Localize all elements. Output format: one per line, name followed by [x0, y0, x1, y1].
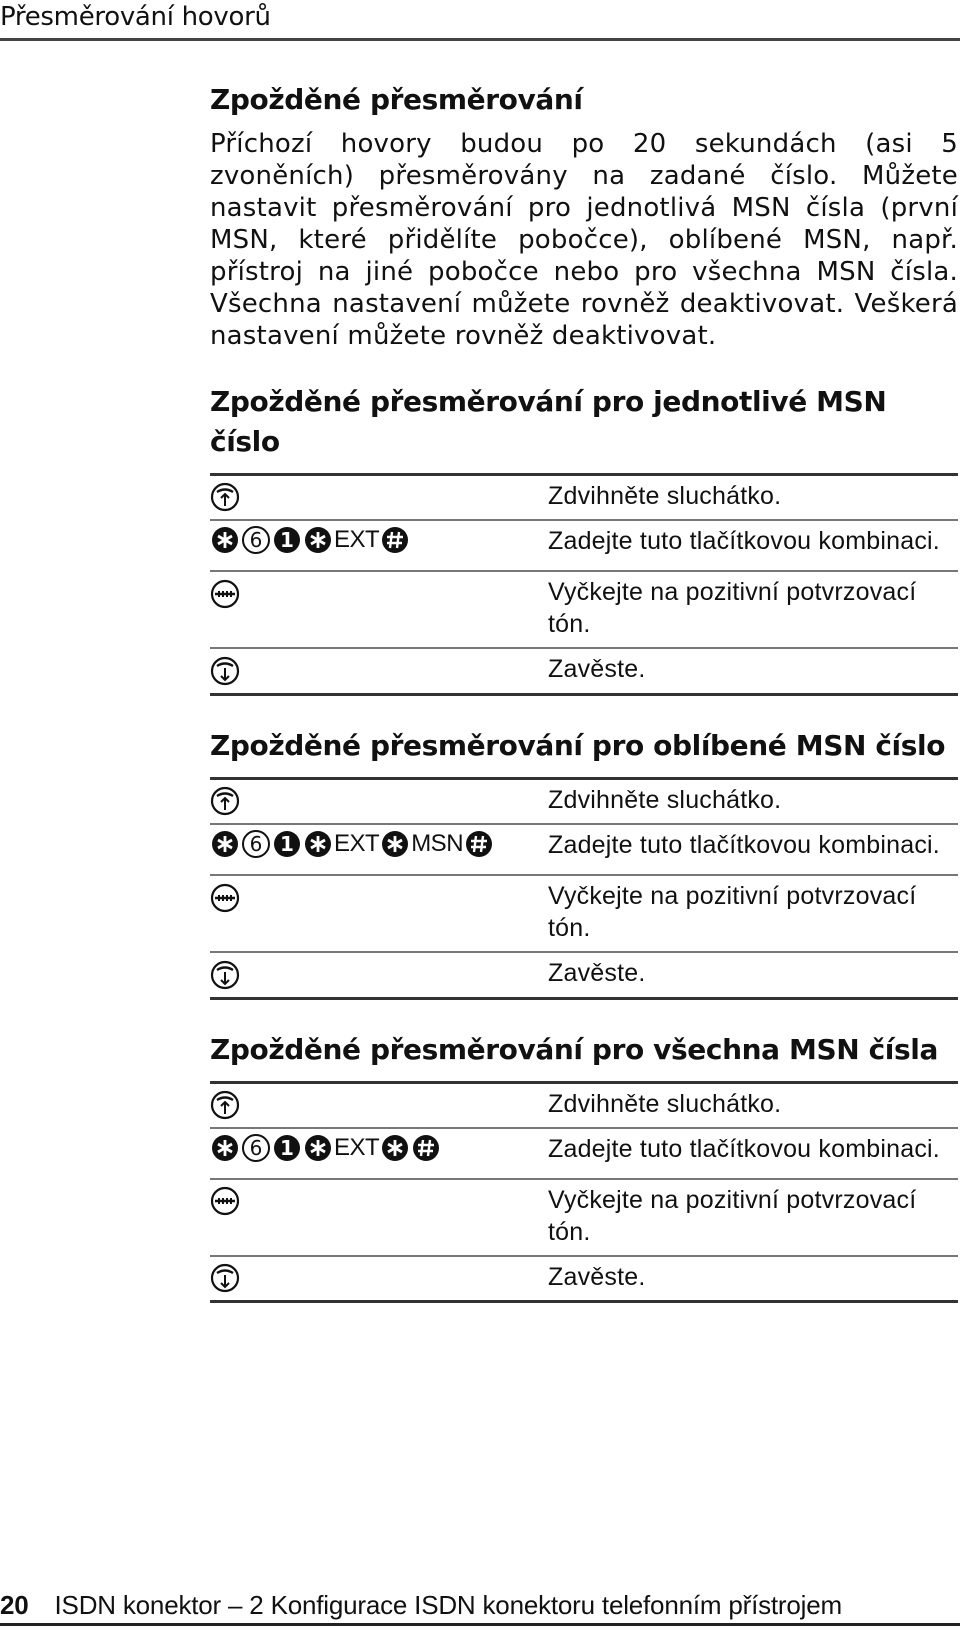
step-row: [210, 520, 958, 571]
step-row: [210, 952, 958, 998]
step-row: [210, 648, 958, 694]
step-description: Zavěste.: [548, 1262, 646, 1291]
intro-section: [210, 80, 958, 352]
step-description: Vyčkejte na pozitivní potvrzovací tón.: [548, 1185, 917, 1246]
step-row: [210, 1082, 958, 1128]
digit-6-key-icon: [241, 525, 271, 555]
step-description: Zavěste.: [548, 959, 646, 988]
section-individual-msn: [210, 382, 958, 696]
svg-text:6: 6: [249, 528, 263, 553]
running-head: Přesměrování hovorů: [0, 2, 271, 32]
star-key-icon: [210, 1133, 240, 1163]
page-content: [210, 80, 958, 1303]
digit-1-key-icon: [272, 829, 302, 859]
digit-6-key-icon: [241, 1133, 271, 1163]
star-key-icon: [210, 829, 240, 859]
section-heading: Zpožděné přesměrování pro všechna MSN čísla: [210, 1032, 938, 1066]
star-key-icon: [380, 829, 410, 859]
section-heading: Zpožděné přesměrování pro oblíbené MSN číslo: [210, 728, 946, 762]
step-row: [210, 1256, 958, 1302]
confirmation-tone-icon: [210, 883, 240, 913]
digit-1-key-icon: [272, 1133, 302, 1163]
steps-table: [210, 1081, 958, 1304]
step-row: [210, 1179, 958, 1256]
step-key: [210, 778, 548, 824]
hash-key-icon: [464, 829, 494, 859]
page-number: 20: [0, 1590, 29, 1620]
step-key: [210, 1179, 548, 1256]
step-key: [210, 1256, 548, 1302]
section-all-msn: [210, 1030, 958, 1304]
step-description: Vyčkejte na pozitivní potvrzovací tón.: [548, 578, 917, 639]
ext-label: EXT: [334, 526, 380, 554]
step-description: Zadejte tuto tlačítkovou kombinaci.: [548, 1134, 940, 1163]
confirmation-tone-icon: [210, 579, 240, 609]
section-favorite-msn: [210, 726, 958, 1000]
step-key: [210, 952, 548, 998]
steps-table: [210, 777, 958, 1000]
svg-text:6: 6: [249, 1135, 263, 1160]
svg-text:6: 6: [249, 832, 263, 857]
confirmation-tone-icon: [210, 1186, 240, 1216]
key-sequence: [210, 1133, 441, 1163]
step-row: [210, 475, 958, 521]
step-description: Vyčkejte na pozitivní potvrzovací tón.: [548, 882, 917, 943]
step-row: [210, 824, 958, 875]
digit-1-key-icon: [272, 525, 302, 555]
ext-label: EXT: [334, 830, 380, 858]
hash-key-icon: [411, 1133, 441, 1163]
section-heading: Zpožděné přesměrování: [210, 83, 583, 116]
step-key: [210, 475, 548, 521]
star-key-icon: [210, 525, 240, 555]
section-heading: Zpožděné přesměrování pro jednotlivé MSN číslo: [210, 385, 887, 458]
star-key-icon: [303, 525, 333, 555]
intro-paragraph: Příchozí hovory budou po 20 sekundách (asi 5 zvoněních) přesměrovány na zadané číslo. Můžete nastavit přesměrování pro jednotlivá MSN čísla (první MSN, které přidělíte pobočce), oblíbené MSN, např. přístroj na jiné pobočce nebo pro všechna MSN čísla. Všechna nastavení můžete rovněž deaktivovat. Veškerá nastavení můžete rovněž deaktivovat.: [210, 129, 958, 351]
handset-hang-up-icon: [210, 960, 240, 990]
digit-6-key-icon: [241, 829, 271, 859]
star-key-icon: [303, 1133, 333, 1163]
key-sequence: [210, 829, 494, 859]
step-description: Zavěste.: [548, 655, 646, 684]
step-description: Zadejte tuto tlačítkovou kombinaci.: [548, 527, 940, 556]
star-key-icon: [303, 829, 333, 859]
step-description: Zdvihněte sluchátko.: [548, 785, 782, 814]
step-description: Zdvihněte sluchátko.: [548, 482, 782, 510]
handset-lift-icon: [210, 482, 240, 512]
step-description: Zdvihněte sluchátko.: [548, 1089, 782, 1118]
ext-label: EXT: [334, 1133, 380, 1161]
msn-label: MSN: [411, 830, 464, 858]
handset-hang-up-icon: [210, 1263, 240, 1293]
step-description: Zadejte tuto tlačítkovou kombinaci.: [548, 831, 940, 860]
key-sequence: [210, 525, 410, 555]
step-row: [210, 571, 958, 648]
handset-hang-up-icon: [210, 656, 240, 686]
step-key: [210, 824, 548, 875]
step-key: [210, 1082, 548, 1128]
svg-text:1: 1: [280, 1135, 294, 1160]
steps-table: [210, 473, 958, 696]
star-key-icon: [380, 1133, 410, 1163]
header-rule: [0, 38, 960, 41]
svg-text:1: 1: [280, 832, 294, 857]
footer-text: ISDN konektor – 2 Konfigurace ISDN konektoru telefonním přístrojem: [54, 1590, 842, 1620]
hash-key-icon: [380, 525, 410, 555]
handset-lift-icon: [210, 1090, 240, 1120]
step-key: [210, 1128, 548, 1179]
page-footer: [0, 1590, 842, 1621]
step-key: [210, 571, 548, 648]
step-row: [210, 778, 958, 824]
svg-text:1: 1: [280, 528, 294, 553]
step-key: [210, 875, 548, 952]
step-row: [210, 1128, 958, 1179]
handset-lift-icon: [210, 786, 240, 816]
step-key: [210, 520, 548, 571]
footer-rule: [0, 1623, 960, 1626]
step-row: [210, 875, 958, 952]
step-key: [210, 648, 548, 694]
